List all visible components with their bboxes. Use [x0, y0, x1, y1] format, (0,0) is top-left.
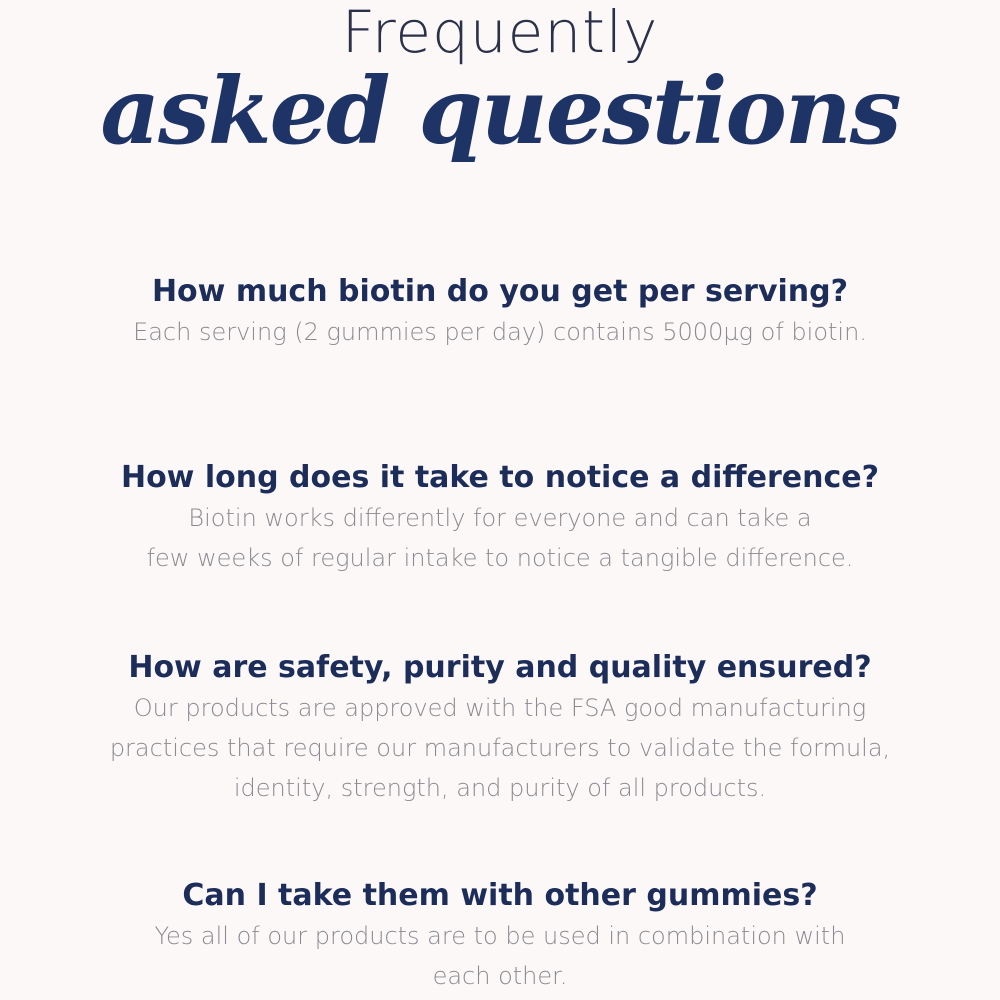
faq-answer-line: Each serving (2 gummies per day) contains 5000µg of biotin. [133, 318, 867, 346]
faq-question: How much biotin do you get per serving? [151, 274, 849, 309]
faq-answer [0, 688, 1000, 808]
faq-answer-line: identity, strength, and purity of all products. [233, 774, 767, 802]
faq-answer [0, 916, 1000, 996]
faq-item [0, 272, 1000, 352]
faq-item [0, 876, 1000, 996]
page-title-line-2: asked questions [100, 57, 900, 165]
faq-question: Can I take them with other gummies? [182, 878, 818, 913]
faq-answer-line: few weeks of regular intake to notice a tangible difference. [146, 544, 854, 572]
faq-answer-line: practices that require our manufacturers to validate the formula, [109, 734, 891, 762]
faq-answer [0, 498, 1000, 578]
faq-answer-line: Yes all of our products are to be used in combination with [154, 922, 846, 950]
faq-question: How long does it take to notice a difference? [120, 460, 880, 495]
faq-question: How are safety, purity and quality ensured? [128, 650, 872, 685]
faq-item [0, 648, 1000, 808]
faq-answer-line: Biotin works differently for everyone and can take a [188, 504, 812, 532]
faq-answer-line: Our products are approved with the FSA good manufacturing [133, 694, 867, 722]
faq-answer-line: each other. [432, 962, 568, 990]
page-title-line-1: Frequently [341, 0, 659, 66]
faq-item [0, 458, 1000, 578]
faq-answer [0, 312, 1000, 352]
